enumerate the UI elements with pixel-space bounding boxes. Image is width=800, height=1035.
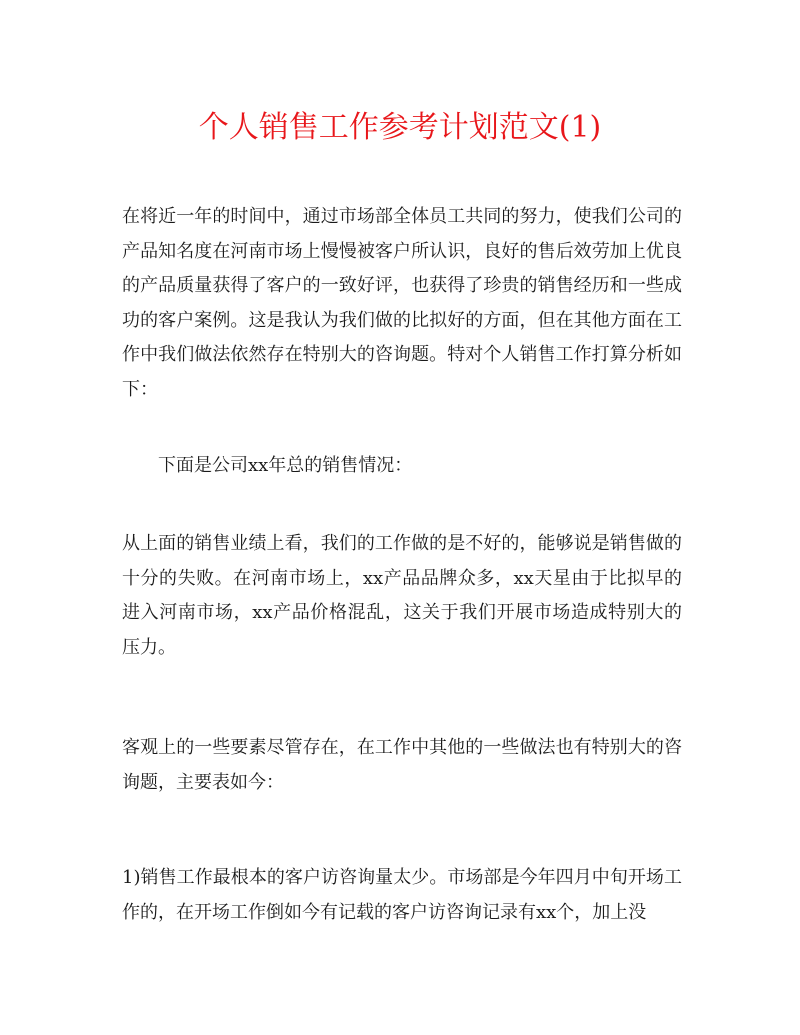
- paragraph-sales-situation: 下面是公司xx年总的销售情况：: [158, 455, 413, 476]
- paragraph-objective-factors: 客观上的一些要素尽管存在，在工作中其他的一些做法也有特别大的咨询题，主要表如今：: [122, 737, 682, 793]
- document-title: 个人销售工作参考计划范文(1): [198, 110, 602, 145]
- paragraph-sales-performance: 从上面的销售业绩上看，我们的工作做的是不好的，能够说是销售做的十分的失败。在河南市场上，xx产品品牌众多，xx天星由于比拟早的进入河南市场，xx产品价格混乱，这关于我们开展市场造成特别大的压力。: [122, 533, 682, 658]
- paragraph-point-1: 1)销售工作最根本的客户访咨询量太少。市场部是今年四月中旬开场工作的，在开场工作倒如今有记载的客户访咨询记录有xx个，加上没: [122, 867, 682, 923]
- paragraph-intro: 在将近一年的时间中，通过市场部全体员工共同的努力，使我们公司的产品知名度在河南市场上慢慢被客户所认识，良好的售后效劳加上优良的产品质量获得了客户的一致好评，也获得了珍贵的销售经历和一些成功的客户案例。这是我认为我们做的比拟好的方面，但在其他方面在工作中我们做法依然存在特别大的咨询题。特对个人销售工作打算分析如下：: [122, 206, 682, 400]
